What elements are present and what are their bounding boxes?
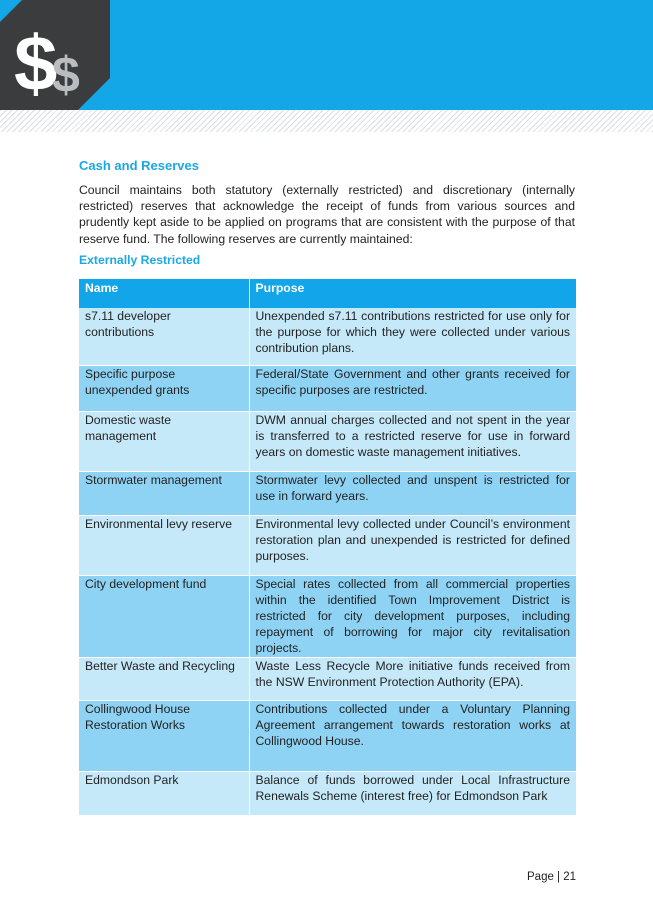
reserve-purpose: Waste Less Recycle More initiative funds received from the NSW Environment Protection Authority (EPA). [249,657,576,700]
table-row [79,515,576,575]
table-row [79,657,576,700]
logo [0,0,110,110]
table-row [79,471,576,515]
dollar-sign-icon [0,0,110,110]
header-hatch-pattern [0,110,653,132]
table-row [79,771,576,815]
reserve-purpose: Contributions collected under a Voluntary Planning Agreement arrangement towards restoration works at Collingwood House. [249,700,576,771]
reserve-name: City development fund [79,575,249,657]
page-number: Page | 21 [527,871,577,883]
subsection-title: Externally Restricted [79,253,201,267]
reserve-name: Stormwater management [79,471,249,515]
svg-text:$: $ [52,47,80,103]
column-header-purpose: Purpose [249,279,576,308]
reserve-name: s7.11 developer contributions [79,308,249,365]
table-row [79,411,576,471]
reserve-name: Collingwood House Restoration Works [79,700,249,771]
reserve-purpose: Environmental levy collected under Council’s environment restoration plan and unexpended is restricted for defined purposes. [249,515,576,575]
table-row [79,308,576,365]
reserve-name: Environmental levy reserve [79,515,249,575]
section-title: Cash and Reserves [79,158,199,173]
intro-paragraph: Council maintains both statutory (externally restricted) and discretionary (internally restricted) reserves that acknowledge the receipt of funds from various sources and prudently kept aside to be applied on programs that are consistent with the purpose of that reserve fund. The following reserves are currently maintained: [79,183,575,246]
reserve-name: Specific purpose unexpended grants [79,365,249,411]
table-row [79,365,576,411]
reserves-table [79,279,576,816]
table-row [79,575,576,657]
reserve-purpose: Stormwater levy collected and unspent is restricted for use in forward years. [249,471,576,515]
reserve-purpose: Special rates collected from all commercial properties within the identified Town Improvement District is restricted for city development purposes, including repayment of borrowing for major city revitalisation projects. [249,575,576,657]
reserve-name: Edmondson Park [79,771,249,815]
column-header-name: Name [79,279,249,308]
svg-text:$: $ [14,19,58,107]
table-row [79,700,576,771]
reserve-purpose: DWM annual charges collected and not spent in the year is transferred to a restricted reserve for use in forward years on domestic waste management initiatives. [249,411,576,471]
reserve-purpose: Balance of funds borrowed under Local Infrastructure Renewals Scheme (interest free) for Edmondson Park [249,771,576,815]
reserve-purpose: Unexpended s7.11 contributions restricted for use only for the purpose for which they were collected under various contribution plans. [249,308,576,365]
reserve-name: Better Waste and Recycling [79,657,249,700]
reserve-name: Domestic waste management [79,411,249,471]
table-header-row [79,279,576,308]
reserve-purpose: Federal/State Government and other grants received for specific purposes are restricted. [249,365,576,411]
